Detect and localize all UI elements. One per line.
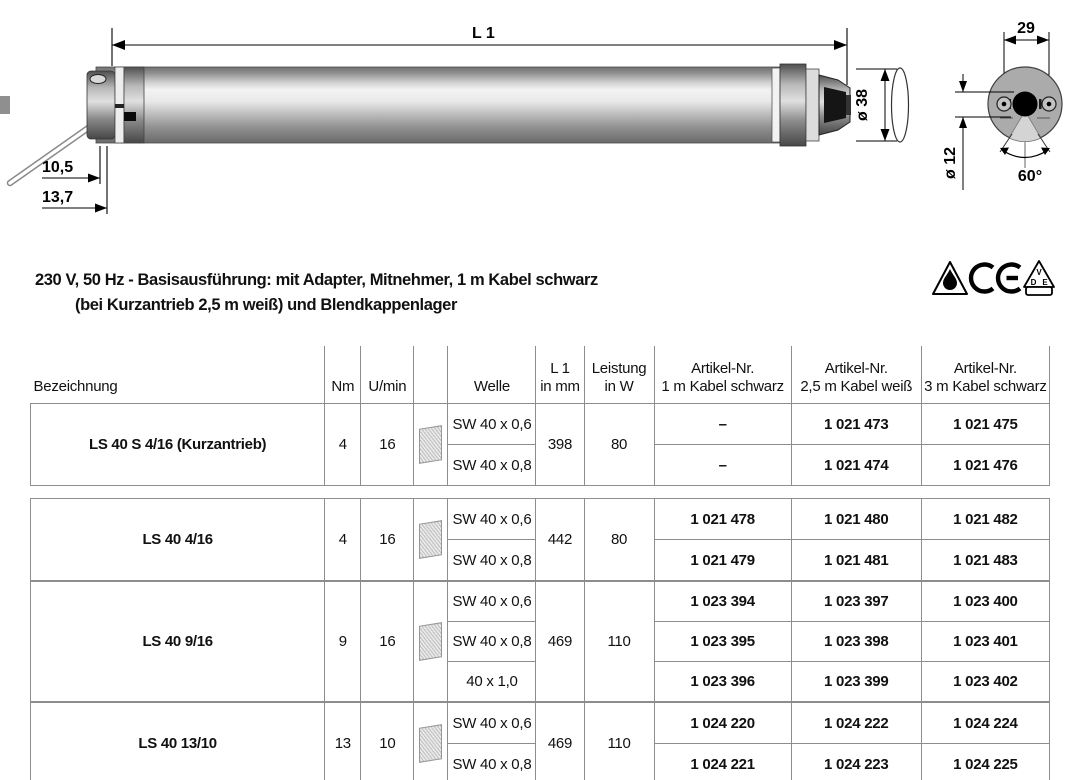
welle-value: SW 40 x 0,8 (448, 540, 536, 582)
welle-value: SW 40 x 0,8 (448, 445, 536, 486)
col-header-nm: Nm (325, 346, 361, 404)
artikel-nr: 1 021 475 (921, 404, 1049, 445)
vde-mark-icon (1024, 261, 1054, 295)
artikel-nr: 1 021 478 (654, 499, 791, 540)
ce-mark-icon (971, 265, 1020, 292)
artikel-nr: 1 024 220 (654, 702, 791, 744)
artikel-nr: 1 023 394 (654, 581, 791, 622)
vde-letter-d: D (1030, 278, 1037, 287)
artikel-nr: 1 021 473 (791, 404, 921, 445)
artikel-nr: 1 021 483 (921, 540, 1049, 582)
roller-shutter-profile-icon (419, 425, 442, 464)
roller-shutter-profile-icon (419, 520, 442, 559)
table-gap-row (31, 486, 1050, 499)
col-header-bezeichnung: Bezeichnung (31, 346, 325, 404)
leistung-value: 80 (584, 499, 654, 582)
certification-marks (930, 256, 1062, 302)
motor-technical-drawing (0, 0, 1076, 250)
product-name: LS 40 S 4/16 (Kurzantrieb) (31, 404, 325, 486)
artikel-nr: 1 024 222 (791, 702, 921, 744)
product-name: LS 40 4/16 (31, 499, 325, 582)
dim-label-angle: 60° (1017, 168, 1043, 185)
torque-value: 13 (325, 702, 361, 780)
artikel-nr: 1 021 476 (921, 445, 1049, 486)
artikel-nr: 1 024 225 (921, 744, 1049, 780)
col-header-artikel-2-5m: Artikel-Nr. 2,5 m Kabel weiß (791, 346, 921, 404)
artikel-nr: 1 023 401 (921, 622, 1049, 662)
dim-label-offset-short: 10,5 (42, 159, 74, 176)
spec-table-container (30, 346, 1050, 780)
col-header-artikel-3m: Artikel-Nr. 3 m Kabel schwarz (921, 346, 1049, 404)
l1-value: 469 (536, 581, 584, 702)
welle-value: SW 40 x 0,6 (448, 404, 536, 445)
vde-letter-v: V (1036, 268, 1042, 277)
col-header-welle: Welle (448, 346, 536, 404)
motor-end-view (955, 32, 1062, 190)
splash-proof-icon (933, 262, 967, 294)
torque-value: 4 (325, 404, 361, 486)
leistung-value: 110 (584, 581, 654, 702)
artikel-nr: 1 023 399 (791, 662, 921, 703)
spec-description-line2: (bei Kurzantrieb 2,5 m weiß) und Blendkappenlager (75, 296, 457, 314)
profile-icon-cell (414, 581, 448, 702)
spec-table (30, 346, 1050, 780)
artikel-nr: 1 023 402 (921, 662, 1049, 703)
dim-label-shaft-diameter: ø 12 (942, 146, 959, 180)
profile-icon-cell (414, 404, 448, 486)
table-row (31, 702, 1050, 744)
speed-value: 16 (361, 581, 414, 702)
artikel-nr: – (654, 404, 791, 445)
artikel-nr: 1 024 221 (654, 744, 791, 780)
spec-description-line1: 230 V, 50 Hz - Basisausführung: mit Adapter, Mitnehmer, 1 m Kabel schwarz (35, 271, 598, 289)
artikel-nr: 1 021 474 (791, 445, 921, 486)
dim-label-offset-long: 13,7 (42, 189, 74, 206)
dim-label-l1: L 1 (472, 25, 495, 42)
artikel-nr: 1 021 482 (921, 499, 1049, 540)
artikel-nr: 1 024 223 (791, 744, 921, 780)
torque-value: 4 (325, 499, 361, 582)
col-header-l1: L 1 in mm (536, 346, 584, 404)
artikel-nr: 1 023 400 (921, 581, 1049, 622)
speed-value: 10 (361, 702, 414, 780)
motor-side-view (0, 64, 909, 146)
artikel-nr: 1 021 480 (791, 499, 921, 540)
l1-value: 442 (536, 499, 584, 582)
l1-value: 469 (536, 702, 584, 780)
table-row (31, 499, 1050, 540)
welle-value: 40 x 1,0 (448, 662, 536, 703)
table-row (31, 404, 1050, 445)
welle-value: SW 40 x 0,6 (448, 499, 536, 540)
artikel-nr: 1 021 481 (791, 540, 921, 582)
artikel-nr: 1 023 395 (654, 622, 791, 662)
roller-shutter-profile-icon (419, 622, 442, 661)
welle-value: SW 40 x 0,8 (448, 622, 536, 662)
artikel-nr: 1 024 224 (921, 702, 1049, 744)
l1-value: 398 (536, 404, 584, 486)
profile-icon-cell (414, 499, 448, 582)
adapter-wheel-outline (892, 68, 909, 142)
col-header-umin: U/min (361, 346, 414, 404)
artikel-nr: 1 023 396 (654, 662, 791, 703)
roller-shutter-profile-icon (419, 724, 442, 763)
speed-value: 16 (361, 404, 414, 486)
product-name: LS 40 13/10 (31, 702, 325, 780)
spec-description (35, 268, 598, 318)
welle-value: SW 40 x 0,6 (448, 702, 536, 744)
leistung-value: 110 (584, 702, 654, 780)
table-header-row (31, 346, 1050, 404)
leistung-value: 80 (584, 404, 654, 486)
col-header-artikel-1m: Artikel-Nr. 1 m Kabel schwarz (654, 346, 791, 404)
product-name: LS 40 9/16 (31, 581, 325, 702)
speed-value: 16 (361, 499, 414, 582)
table-row (31, 581, 1050, 622)
artikel-nr: – (654, 445, 791, 486)
artikel-nr: 1 023 397 (791, 581, 921, 622)
vde-letter-e: E (1042, 278, 1048, 287)
artikel-nr: 1 021 479 (654, 540, 791, 582)
welle-value: SW 40 x 0,8 (448, 744, 536, 780)
torque-value: 9 (325, 581, 361, 702)
dim-label-tube-diameter: ø 38 (854, 88, 871, 122)
col-header-leistung: Leistung in W (584, 346, 654, 404)
artikel-nr: 1 023 398 (791, 622, 921, 662)
dim-label-head-width: 29 (1017, 20, 1035, 37)
col-header-profile-icon (414, 346, 448, 404)
profile-icon-cell (414, 702, 448, 780)
welle-value: SW 40 x 0,6 (448, 581, 536, 622)
